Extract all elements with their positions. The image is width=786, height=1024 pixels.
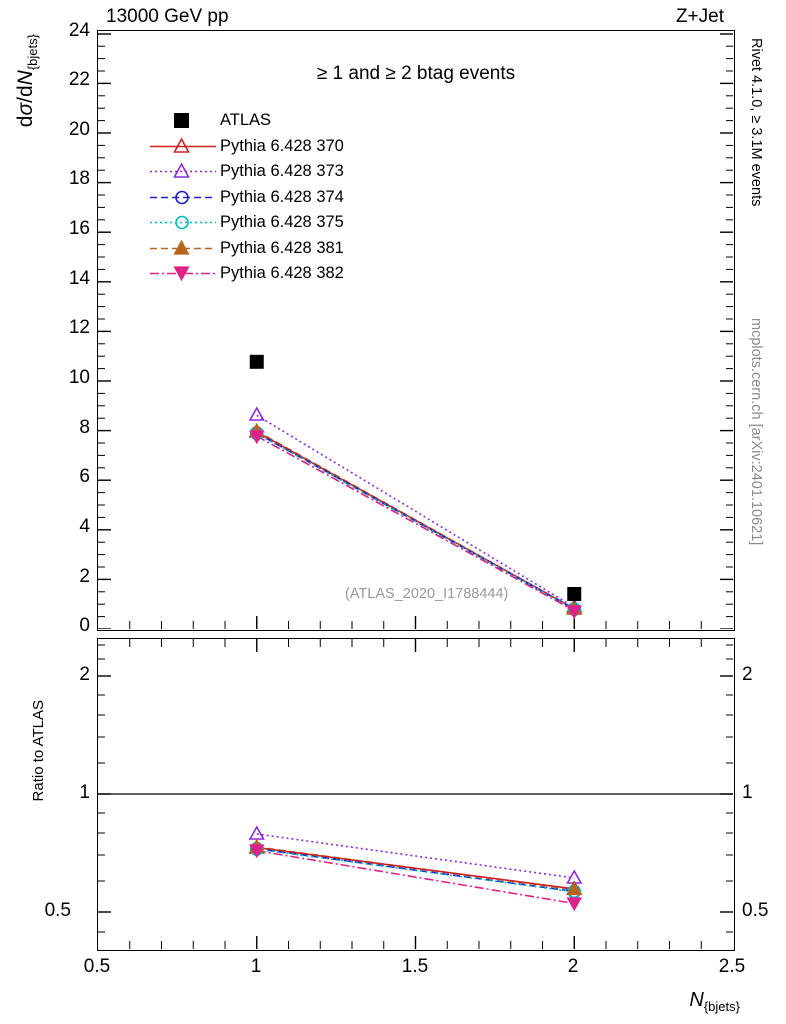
legend-marker-382 (150, 261, 216, 287)
ratio-ytick-05-right: 0.5 (742, 900, 769, 921)
ratio-line-373 (257, 834, 575, 878)
xtick-0p5: 0.5 (83, 956, 111, 977)
legend-label-atlas: ATLAS (220, 111, 272, 130)
legend-item-381[interactable] (150, 236, 344, 262)
legend (150, 108, 344, 287)
main-ytick-16: 16 (68, 218, 90, 239)
dataset-watermark: (ATLAS_2020_I1788444) (345, 586, 509, 602)
header-right-label: Z+Jet (675, 6, 724, 27)
main-y-axis-label: $d\sigma/dN_{\{bjets\}}$ (14, 34, 41, 128)
ratio-plot-canvas (98, 639, 733, 949)
ratio-plot-panel (97, 638, 735, 951)
ratio-ytick-1-left: 1 (79, 782, 90, 803)
ratio-ytick-2-right: 2 (742, 664, 753, 685)
main-ytick-0: 0 (79, 615, 90, 636)
legend-marker-370 (150, 134, 216, 160)
ratio-ytick-2-left: 2 (79, 664, 90, 685)
main-ytick-22: 22 (68, 69, 90, 90)
ratio-markers-373 (250, 827, 581, 883)
plot-title: ≥ 1 and ≥ 2 btag events (316, 63, 516, 84)
mcplots-caption: mcplots.cern.ch [arXiv:2401.10621] (748, 318, 764, 546)
xtick-1p5: 1.5 (401, 956, 429, 977)
header-left-label: 13000 GeV pp (106, 6, 229, 27)
ratio-line-370 (257, 848, 575, 889)
main-ytick-8: 8 (79, 417, 90, 438)
x-axis-label: $N_{\{bjets\}}$ (689, 989, 740, 1014)
legend-item-375[interactable] (150, 210, 344, 236)
ratio-ytick-05-left: 0.5 (44, 900, 71, 921)
main-ytick-24: 24 (68, 20, 90, 41)
legend-label-382: Pythia 6.428 382 (220, 264, 344, 283)
main-ytick-2: 2 (79, 566, 90, 587)
legend-item-382[interactable] (150, 261, 344, 287)
main-ytick-10: 10 (68, 367, 90, 388)
legend-label-381: Pythia 6.428 381 (220, 238, 344, 257)
legend-marker-375 (150, 210, 216, 236)
xtick-1: 1 (250, 956, 262, 977)
main-ytick-6: 6 (79, 466, 90, 487)
legend-item-atlas[interactable] (150, 108, 344, 134)
legend-marker-373 (150, 159, 216, 185)
main-ytick-20: 20 (68, 119, 90, 140)
legend-item-370[interactable] (150, 134, 344, 160)
series-line-382 (257, 436, 575, 611)
legend-label-370: Pythia 6.428 370 (220, 136, 344, 155)
rivet-caption: Rivet 4.1.0, ≥ 3.1M events (748, 38, 764, 207)
legend-item-374[interactable] (150, 185, 344, 211)
series-markers-atlas (250, 355, 582, 601)
main-ytick-12: 12 (68, 317, 90, 338)
xtick-2: 2 (567, 956, 579, 977)
legend-marker-381 (150, 236, 216, 262)
ratio-line-382 (257, 851, 575, 904)
legend-label-373: Pythia 6.428 373 (220, 162, 344, 181)
legend-label-375: Pythia 6.428 375 (220, 213, 344, 232)
main-ytick-14: 14 (68, 268, 90, 289)
legend-label-374: Pythia 6.428 374 (220, 187, 344, 206)
legend-item-373[interactable] (150, 159, 344, 185)
series-line-373 (257, 415, 575, 607)
xtick-2p5: 2.5 (718, 956, 746, 977)
ratio-ytick-1-right: 1 (742, 782, 753, 803)
legend-marker-atlas (150, 108, 216, 134)
main-ytick-4: 4 (79, 516, 90, 537)
main-ytick-18: 18 (68, 168, 90, 189)
ratio-y-axis-label: Ratio to ATLAS (30, 700, 47, 802)
legend-marker-374 (150, 185, 216, 211)
